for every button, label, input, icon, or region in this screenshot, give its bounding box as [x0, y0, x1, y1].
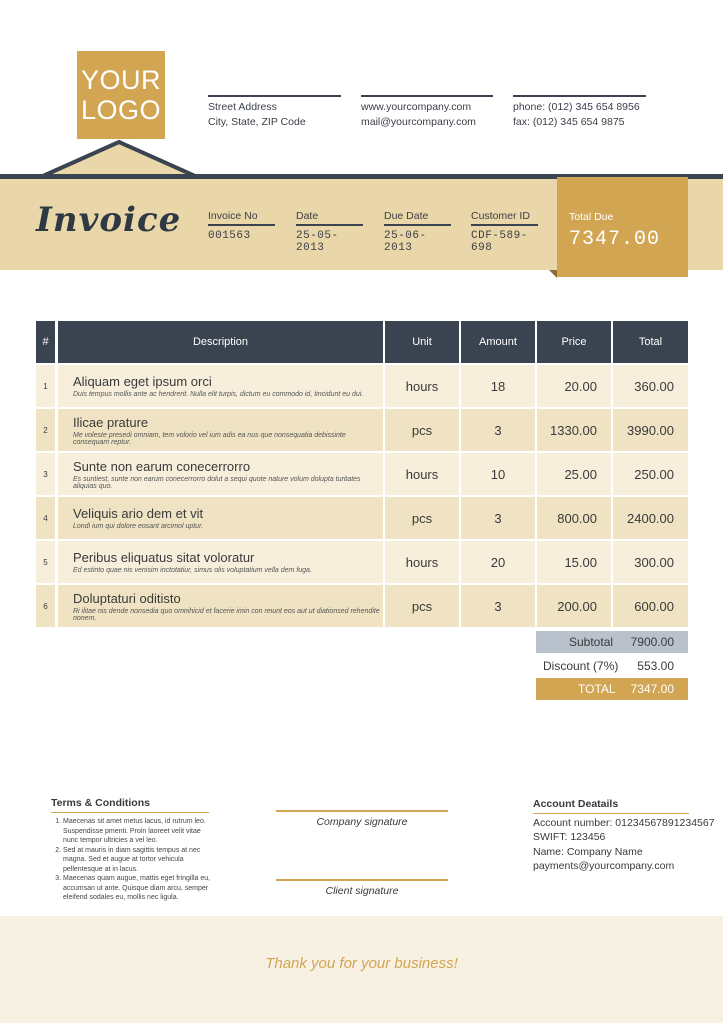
- table-row: 3 Sunte non earum conecerrorro Es suntiest, sunte non earum conecerrorro dolut a sequi quote nature volum dolupta turitates aliquias quo. hours 10 25.00 250.00: [36, 453, 688, 495]
- company-web: [361, 95, 493, 130]
- item-total: 600.00: [613, 585, 688, 627]
- company-address: [208, 95, 341, 130]
- discount-value: 553.00: [637, 659, 674, 673]
- meta-customer-id: Customer ID CDF-589-698: [471, 210, 538, 254]
- item-title: Ilicae prature: [73, 414, 149, 430]
- col-header-unit: Unit: [385, 321, 459, 363]
- item-total: 300.00: [613, 541, 688, 583]
- item-price: 20.00: [537, 365, 611, 407]
- website-text: www.yourcompany.com: [361, 101, 472, 113]
- table-row: 5 Peribus eliquatus sitat voloratur Ed estinto quae nis venisim inctotatiur, simus olis voluptatium vella dem fuga. hours 20 15.00 300.00: [36, 541, 688, 583]
- terms-title: Terms & Conditions: [51, 797, 150, 809]
- account-details: [533, 797, 715, 874]
- item-amount: 18: [461, 365, 535, 407]
- address-line-1: Street Address: [208, 101, 277, 113]
- item-subtitle: Me voleste presedi omniam, tem volorio vel ium adis ea nus que nonsequatia debissinte consequam reptur.: [73, 431, 346, 446]
- client-signature-line: [276, 879, 448, 881]
- total-due-fold: [549, 270, 557, 278]
- item-amount: 3: [461, 585, 535, 627]
- phone-text: phone: (012) 345 654 8956: [513, 101, 640, 113]
- item-price: 200.00: [537, 585, 611, 627]
- item-unit: pcs: [385, 497, 459, 539]
- item-amount: 3: [461, 497, 535, 539]
- company-phone: [513, 95, 646, 130]
- subtotal-label: Subtotal: [569, 635, 614, 649]
- logo-line-2: LOGO: [80, 95, 162, 125]
- invoice-title: Invoice: [36, 200, 182, 240]
- item-subtitle: Duis tempus mollis ante ac hendrerit. Nulla elit turpis, dictum eu commodo id, tincidunt eu dui.: [73, 391, 364, 398]
- item-unit: pcs: [385, 585, 459, 627]
- logo-line-1: YOUR: [80, 65, 161, 95]
- item-amount: 10: [461, 453, 535, 495]
- item-subtitle: Es suntiest, sunte non earum conecerrorro dolut a sequi quote nature volum dolupta turitates aliquias quo.: [73, 475, 361, 490]
- item-total: 2400.00: [613, 497, 688, 539]
- col-header-amount: Amount: [461, 321, 535, 363]
- item-subtitle: Ed estinto quae nis venisim inctotatiur, simus olis voluptatium vella dem fuga.: [73, 567, 312, 574]
- account-name: Name: Company Name: [533, 845, 643, 858]
- total-value: 7347.00: [630, 682, 674, 696]
- account-email: payments@yourcompany.com: [533, 860, 675, 872]
- total-due-box: [557, 177, 688, 277]
- logo: [77, 51, 165, 139]
- subtotal-row: [536, 631, 688, 653]
- item-price: 15.00: [537, 541, 611, 583]
- item-title: Doluptaturi oditisto: [73, 590, 181, 606]
- terms-item: 2. Sed at mauris in diam sagittis tempus at nec magna. Sed et augue at tortor vehicula pellentesque at in lacus.: [63, 846, 211, 875]
- total-due-value: 7347.00: [569, 228, 661, 251]
- table-row: 4 Veliquis ario dem et vit Londi ium qui dolore eosant arcimol uptur. pcs 3 800.00 2400.00: [36, 497, 688, 539]
- thank-you-message: Thank you for your business!: [265, 955, 458, 972]
- company-signature: [276, 810, 448, 828]
- terms-item: 3. Maecenas quam augue, mattis eget fringilla eu, accumsan ut ante. Quisque diam arcu, semper eleifend sodales eu, mollis nec ligula.: [63, 874, 211, 903]
- item-title: Sunte non earum conecerrorro: [73, 458, 251, 474]
- company-signature-line: [276, 810, 448, 812]
- item-title: Peribus eliquatus sitat voloratur: [73, 550, 255, 565]
- col-header-description: Description: [58, 321, 383, 363]
- table-row: 1 Aliquam eget ipsum orci Duis tempus mollis ante ac hendrerit. Nulla elit turpis, dictum eu commodo id, tincidunt eu dui. hours 18 20.00 360.00: [36, 365, 688, 407]
- total-label: TOTAL: [578, 682, 616, 696]
- account-number: Account number: 01234567891234567: [533, 816, 715, 829]
- col-header-total: Total: [613, 321, 688, 363]
- address-line-2: City, State, ZIP Code: [208, 116, 306, 128]
- item-subtitle: Ri ilitae nis dende nonsedia quo omnihicid et facerie imin con reiunt eos aut ut diationsed rehendite nonem.: [73, 607, 380, 622]
- col-header-number: #: [36, 321, 55, 363]
- meta-date: Date 25-05-2013: [296, 210, 363, 254]
- item-price: 1330.00: [537, 409, 611, 451]
- subtotal-value: 7900.00: [630, 635, 674, 649]
- item-total: 3990.00: [613, 409, 688, 451]
- account-title: Account Deatails: [533, 798, 619, 810]
- item-title: Veliquis ario dem et vit: [73, 506, 204, 521]
- discount-label: Discount (7%): [543, 659, 619, 673]
- item-price: 800.00: [537, 497, 611, 539]
- item-price: 25.00: [537, 453, 611, 495]
- total-row: [536, 678, 688, 700]
- fax-text: fax: (012) 345 654 9875: [513, 116, 625, 128]
- company-signature-label: Company signature: [316, 816, 408, 828]
- terms-item: 1. Maecenas sit amet metus lacus, id rutrum leo. Suspendisse pmenti. Proin laoreet velit vitae nunc tempor ultricies a vel leo.: [63, 817, 211, 846]
- total-due-label: Total Due: [569, 211, 614, 223]
- item-amount: 3: [461, 409, 535, 451]
- item-title: Aliquam eget ipsum orci: [73, 374, 212, 389]
- meta-invoice-no: Invoice No 001563: [208, 210, 275, 242]
- item-unit: pcs: [385, 409, 459, 451]
- col-header-price: Price: [537, 321, 611, 363]
- table-row: 2 Ilicae prature Me voleste presedi omniam, tem volorio vel ium adis ea nus que nonsequatia debissinte consequam reptur. pcs 3 1330.00 3990.00: [36, 409, 688, 451]
- item-unit: hours: [385, 453, 459, 495]
- email-text: mail@yourcompany.com: [361, 116, 476, 128]
- item-amount: 20: [461, 541, 535, 583]
- terms-section: [51, 797, 211, 903]
- item-total: 250.00: [613, 453, 688, 495]
- table-row: 6 Doluptaturi oditisto Ri ilitae nis dende nonsedia quo omnihicid et facerie imin con reiunt eos aut ut diationsed rehendite nonem. pcs 3 200.00 600.00: [36, 585, 688, 627]
- client-signature-label: Client signature: [325, 885, 399, 897]
- account-swift: SWIFT: 123456: [533, 831, 606, 843]
- item-unit: hours: [385, 541, 459, 583]
- client-signature: [276, 879, 448, 897]
- discount-row: [536, 655, 688, 677]
- item-total: 360.00: [613, 365, 688, 407]
- item-subtitle: Londi ium qui dolore eosant arcimol uptur.: [73, 523, 204, 530]
- meta-due-date: Due Date 25-06-2013: [384, 210, 451, 254]
- item-unit: hours: [385, 365, 459, 407]
